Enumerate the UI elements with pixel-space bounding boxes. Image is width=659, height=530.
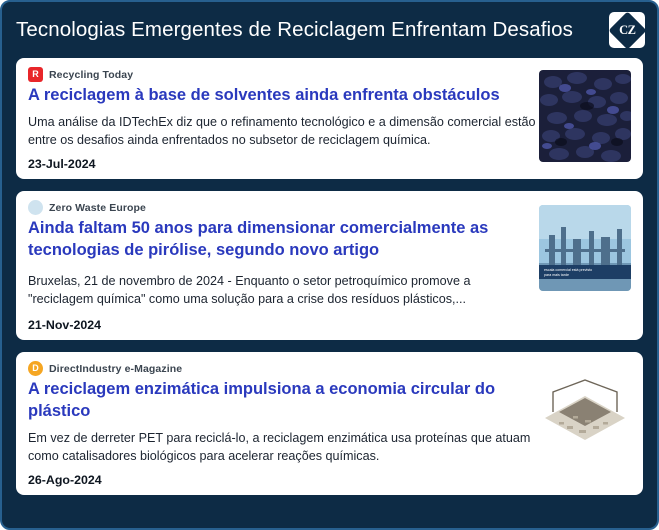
source-name: Zero Waste Europe <box>49 201 146 214</box>
article-date: 23-Jul-2024 <box>28 157 96 172</box>
source-name: DirectIndustry e-Magazine <box>49 362 183 375</box>
svg-text:para mais tarde: para mais tarde <box>544 273 569 278</box>
article-date: 26-Ago-2024 <box>28 473 102 488</box>
dark-plastic-pellets-photo <box>539 70 631 162</box>
article-headline-link[interactable]: A reciclagem enzimática impulsiona a economia circular do plástico <box>28 380 496 421</box>
recycling-today-logo-icon <box>28 67 43 82</box>
diamond-logo-icon <box>609 12 645 48</box>
shredded-plastic-waste-photo <box>539 366 631 446</box>
page-title: Tecnologias Emergentes de Reciclagem Enfrentam Desafios <box>16 18 573 41</box>
list-item[interactable] <box>16 58 643 179</box>
panel-header <box>2 2 657 58</box>
svg-text:escala comercial está previsto: escala comercial está previsto <box>544 268 593 273</box>
article-date: 21-Nov-2024 <box>28 318 102 333</box>
article-summary: Em vez de derreter PET para reciclá-lo, a reciclagem enzimática usa proteínas que atuam como catalisadores biológicos para acelerar reações químicas. <box>28 430 531 464</box>
source-badge-letter: R <box>32 69 39 79</box>
list-item[interactable] <box>16 191 643 340</box>
source-badge-letter: D <box>32 363 39 374</box>
zero-waste-europe-logo-icon <box>28 200 43 215</box>
article-headline-link[interactable]: Ainda faltam 50 anos para dimensionar comercialmente as tecnologias de pirólise, segundo novo artigo <box>28 219 489 260</box>
article-list <box>2 58 657 505</box>
article-summary: Bruxelas, 21 de novembro de 2024 - Enquanto o setor petroquímico promove a "reciclagem química" como uma solução para a crise dos resíduos plásticos,... <box>28 273 471 307</box>
article-headline-link[interactable]: A reciclagem à base de solventes ainda enfrenta obstáculos <box>28 86 500 104</box>
logo-text: CZ <box>618 22 636 37</box>
directindustry-logo-icon <box>28 361 43 376</box>
list-item[interactable] <box>16 352 643 495</box>
source-name: Recycling Today <box>49 68 134 81</box>
article-summary: Uma análise da IDTechEx diz que o refinamento tecnológico e a dimensão comercial estão entre os desafios ainda enfrentados no subsetor de reciclagem química. <box>28 114 536 148</box>
industrial-plant-banner-photo <box>539 205 631 291</box>
